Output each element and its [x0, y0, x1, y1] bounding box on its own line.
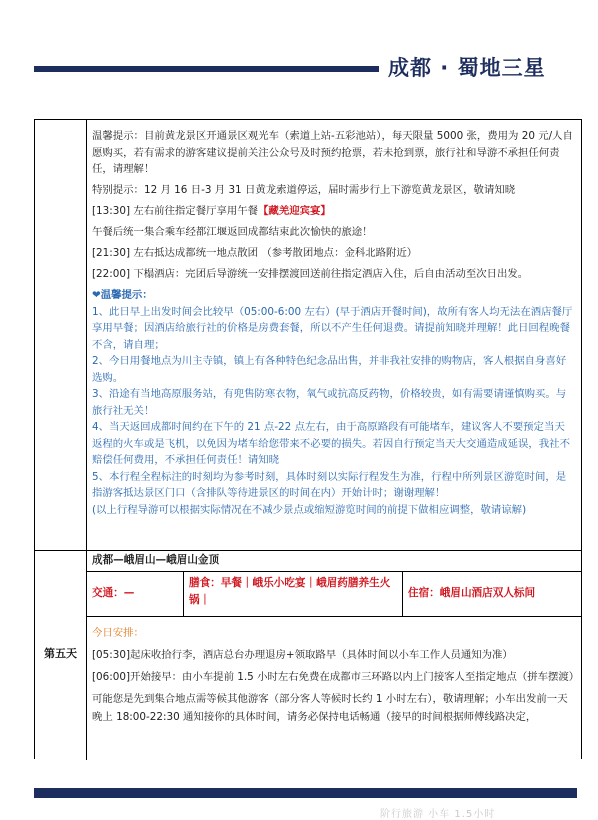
tip-cableway: 特别提示：12 月 16 日-3 月 31 日黄龙索道停运，届时需步行上下游览黄龙景区，敬请知晓 — [92, 184, 516, 196]
row-divider — [86, 616, 582, 617]
lunch-line — [92, 203, 574, 220]
hotel-line: [22:00] 下榻酒店：完团后导游统一安排摆渡回送前往指定酒店入住，后自由活动至次日出发。 — [92, 268, 529, 280]
warm-tip-3: 3、沿途有当地高原服务站，有兜售防寒衣物，氧气或抗高反药物，价格较贵，如有需要请谨慎购买。与旅行社无关！ — [92, 388, 567, 417]
row-divider — [86, 571, 582, 572]
schedule-item-3: 可能您是先到集合地点需等候其他游客（部分客人等候时长约 1 小时左右），敬请理解；小车出发前一天晚上 18:00-22:30 通知接你的具体时间，请务必保持电话畅通（接早的时间根据师傅线路决定， — [92, 693, 568, 723]
schedule-item-2: [06:00]开始接早：由小车提前 1.5 小时左右免费在成都市三环路以内上门接客人至指定地点（拼车摆渡） — [92, 671, 580, 683]
brand-logo-text: 成都 · 蜀地三星 — [388, 56, 546, 80]
warm-tips-title: ❤温馨提示： — [92, 289, 153, 301]
cell-divider — [183, 571, 184, 616]
warm-tip-1: 1、此日早上出发时间会比较早（05:00-6:00 左右）(早于酒店开餐时间)，故所有客人均无法在酒店餐厅享用早餐；因酒店给旅行社的价格是房费套餐，所以不产生任何退费。请提前知晓并理解！此日回程晚餐不含，请自理； — [92, 305, 573, 351]
footer-faded-text: 阶行旅游 小车 1.5小时 — [380, 809, 496, 820]
day5-schedule — [92, 625, 580, 731]
tip-shuttle: 温馨提示：目前黄龙景区开通景区观光车（索道上站-五彩池站），每天限量 5000 张，费用为 20 元/人自愿购买，若有需求的游客建议提前关注公众号及时预约抢票，若未抢到票，旅行社和导游不承担任何责任，请理解！ — [92, 130, 573, 175]
warm-tips — [92, 287, 574, 518]
day4-details — [92, 128, 574, 518]
row-divider — [35, 550, 582, 551]
lodging-cell: 住宿：峨眉山酒店双人标间 — [408, 587, 536, 599]
column-divider — [86, 120, 87, 760]
meals-cell: 膳食：早餐｜峨乐小吃宴｜峨眉药膳养生火锅｜ — [189, 577, 391, 606]
warm-tip-2: 2、今日用餐地点为川主寺镇，镇上有各种特色纪念品出售，并非我社安排的购物店，客人根据自身喜好选购。 — [92, 355, 567, 384]
lunch-venue: 【藏羌迎宾宴】 — [258, 205, 331, 217]
transport-cell: 交通：— — [92, 587, 135, 599]
arrive-line: [21:30] 左右抵达成都统一地点散团 （参考散团地点：金科北路附近） — [92, 247, 418, 259]
warm-tip-5: 5、本行程全程标注的时刻均为参考时刻，具体时刻以实际行程发生为准，行程中所列景区游览时间，是指游客抵达景区门口（含排队等待进景区的时间在内）开始计时；谢谢理解！ — [92, 470, 567, 499]
lunch-after: 午餐后统一集合乘车经都江堰返回成都结束此次愉快的旅途！ — [92, 226, 373, 238]
schedule-item-1: [05:30]起床收拾行李，酒店总台办理退房+领取路早（具体时间以小车工作人员通知为准） — [92, 649, 513, 661]
footer-bar — [34, 788, 577, 798]
warm-tip-6: (以上行程导游可以根据实际情况在不减少景点或缩短游览时间的前提下做相应调整，敬请谅解) — [92, 503, 527, 516]
cell-divider — [402, 571, 403, 616]
itinerary-table — [34, 119, 582, 759]
day-label: 第五天 — [44, 647, 77, 660]
header-rule — [34, 66, 379, 72]
lunch-time: [13:30] 左右前往指定餐厅享用午餐 — [92, 205, 259, 217]
warm-tip-4: 4、当天返回成都时间约在下午的 21 点-22 点左右，由于高原路段有可能堵车，建议客人不要预定当天返程的火车或是飞机，以免因为堵车给您带来不必要的损失。若因自行预定当天大交通造成延误，我社不赔偿任何费用，不承担任何责任！请知晓 — [92, 421, 570, 466]
today-title: 今日安排： — [92, 627, 144, 639]
day5-route: 成都—峨眉山—峨眉山金顶 — [92, 554, 220, 566]
